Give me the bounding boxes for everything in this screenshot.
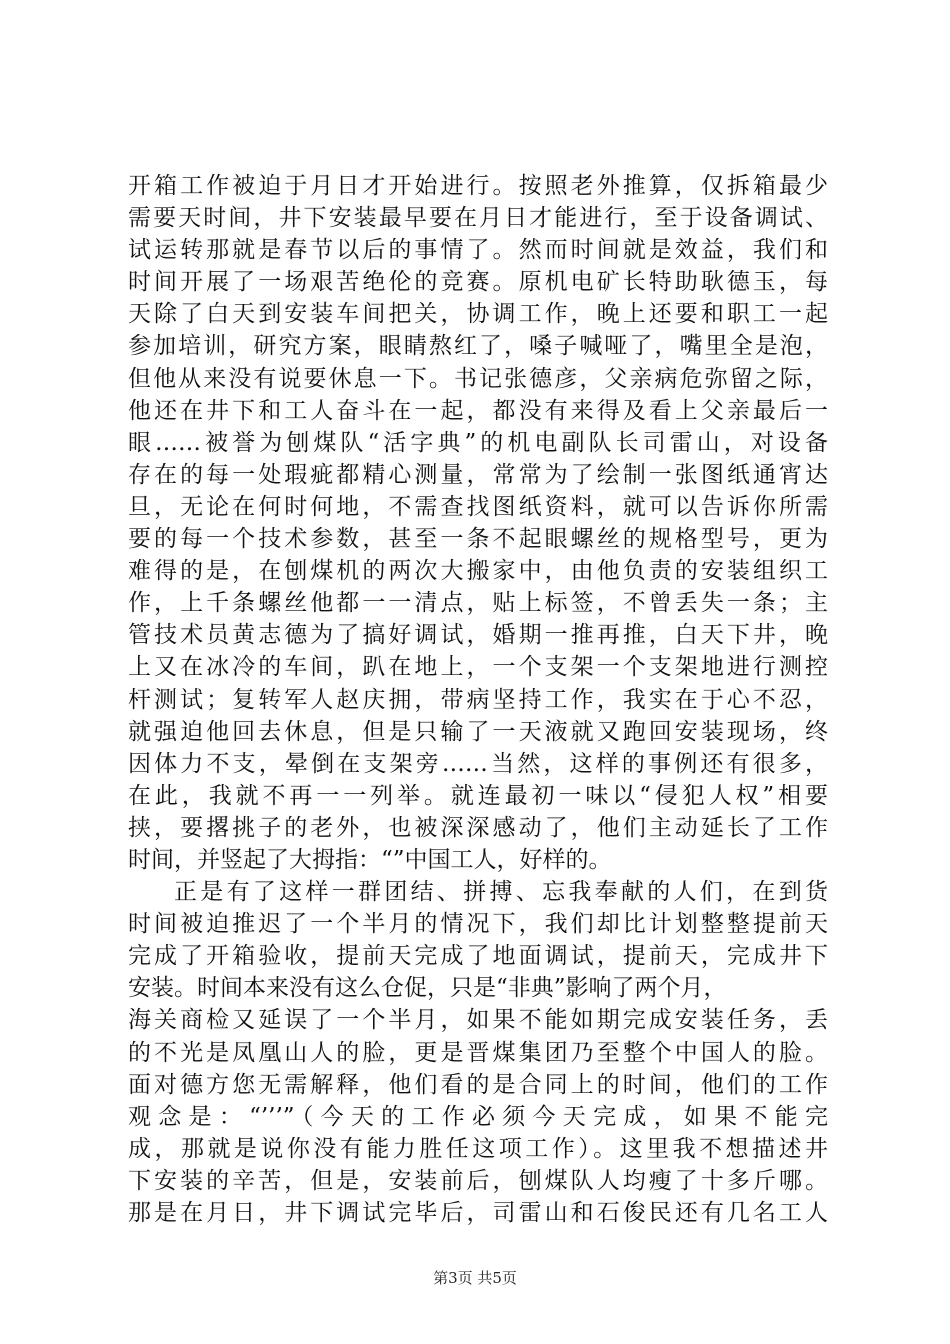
text-line: 完成了开箱验收，提前天完成了地面调试，提前天，完成井下	[128, 943, 828, 970]
text-line: 旦，无论在何时何地，不需查找图纸资料，就可以告诉你所需	[128, 493, 828, 520]
text-line: 需要天时间，井下安装最早要在月日才能进行，至于设备调试、	[128, 205, 828, 232]
text-line: 的不光是凤凰山人的脸，更是晋煤集团乃至整个中国人的脸。	[128, 1039, 828, 1066]
text-line: 观念是：“’’’”（今天的工作必须今天完成，如果不能完	[128, 1103, 828, 1130]
text-line: 成，那就是说你没有能力胜任这项工作）。这里我不想描述井	[128, 1135, 828, 1162]
text-line: 正是有了这样一群团结、拼搏、忘我奉献的人们，在到货	[174, 879, 828, 906]
text-line: 但他从来没有说要休息一下。书记张德彦，父亲病危弥留之际，	[128, 365, 828, 392]
text-line: 面对德方您无需解释，他们看的是合同上的时间，他们的工作	[128, 1071, 828, 1098]
text-line: 那是在月日，井下调试完毕后，司雷山和石俊民还有几名工人	[128, 1200, 828, 1226]
text-line: 海关商检又延误了一个半月，如果不能如期完成安装任务，丢	[128, 1007, 828, 1034]
text-line: 下安装的辛苦，但是，安装前后，刨煤队人均瘦了十多斤哪。	[128, 1167, 828, 1194]
text-line: 难得的是，在刨煤机的两次大搬家中，由他负责的安装组织工	[128, 558, 828, 585]
text-line: 时间，并竖起了大拇指：“”中国工人，好样的。	[128, 846, 612, 873]
text-line: 开箱工作被迫于月日才开始进行。按照老外推算，仅拆箱最少	[128, 173, 828, 199]
text-line: 安装。时间本来没有这么仓促，只是“非典”影响了两个月，	[128, 975, 727, 1002]
text-line: 他还在井下和工人奋斗在一起，都没有来得及看上父亲最后一	[128, 397, 828, 424]
text-line: 作，上千条螺丝他都一一清点，贴上标签，不曾丢失一条；主	[128, 590, 828, 617]
text-line: 上又在冰冷的车间，趴在地上，一个支架一个支架地进行测控	[128, 654, 828, 681]
text-line: 在此，我就不再一一列举。就连最初一味以“侵犯人权”相要	[128, 782, 828, 809]
text-line: 管技术员黄志德为了搞好调试，婚期一推再推，白天下井，晚	[128, 622, 828, 649]
text-line: 时间开展了一场艰苦绝伦的竞赛。原机电矿长特助耿德玉，每	[128, 269, 828, 296]
text-line: 要的每一个技术参数，甚至一条不起眼螺丝的规格型号，更为	[128, 526, 828, 553]
text-line: 眼……被誉为刨煤队“活字典”的机电副队长司雷山，对设备	[128, 429, 828, 456]
text-line: 参加培训，研究方案，眼睛熬红了，嗓子喊哑了，嘴里全是泡，	[128, 333, 828, 360]
page-footer: 第3页 共5页	[433, 1269, 517, 1287]
text-line: 天除了白天到安装车间把关，协调工作，晚上还要和职工一起	[128, 301, 828, 328]
text-line: 时间被迫推迟了一个半月的情况下，我们却比计划整整提前天	[128, 911, 828, 938]
text-line: 因体力不支，晕倒在支架旁……当然，这样的事例还有很多，	[128, 750, 828, 777]
document-body	[128, 170, 828, 1229]
text-line: 存在的每一处瑕疵都精心测量，常常为了绘制一张图纸通宵达	[128, 461, 828, 488]
text-line: 就强迫他回去休息，但是只输了一天液就又跑回安装现场，终	[128, 718, 828, 745]
text-line: 挟，要撂挑子的老外，也被深深感动了，他们主动延长了工作	[128, 814, 828, 841]
text-line: 试运转那就是春节以后的事情了。然而时间就是效益，我们和	[128, 237, 828, 264]
text-line: 杆测试；复转军人赵庆拥，带病坚持工作，我实在于心不忍，	[128, 686, 828, 713]
